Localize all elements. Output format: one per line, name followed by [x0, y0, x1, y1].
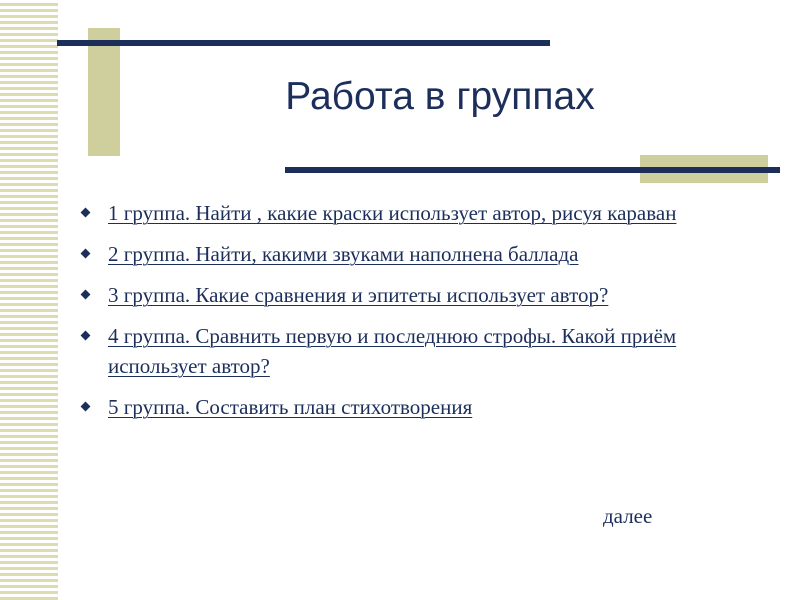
slide-title: Работа в группах — [285, 75, 595, 118]
next-slide-link[interactable]: далее — [603, 504, 653, 528]
diamond-bullet-icon — [81, 402, 91, 412]
group-task-link[interactable]: 5 группа. Составить план стихотворения — [108, 395, 473, 419]
diamond-bullet-icon — [81, 208, 91, 218]
decorative-stripe-band — [0, 0, 58, 600]
list-item — [78, 198, 768, 228]
list-item — [78, 239, 768, 269]
diamond-bullet-icon — [81, 249, 91, 259]
list-item — [78, 280, 768, 310]
group-task-link[interactable]: 1 группа. Найти , какие краски использует автор, рисуя караван — [108, 201, 677, 225]
list-item — [78, 321, 768, 381]
group-task-link[interactable]: 2 группа. Найти, какими звуками наполнена баллада — [108, 242, 579, 266]
group-task-link[interactable]: 4 группа. Сравнить первую и последнюю строфы. Какой приём использует автор? — [108, 324, 677, 378]
diamond-bullet-icon — [81, 290, 91, 300]
group-task-link[interactable]: 3 группа. Какие сравнения и эпитеты использует автор? — [108, 283, 609, 307]
group-task-list — [78, 198, 768, 433]
decorative-accent-block-top — [88, 28, 120, 156]
list-item — [78, 392, 768, 422]
decorative-rule-top — [57, 40, 550, 46]
decorative-rule-bottom — [285, 167, 780, 173]
diamond-bullet-icon — [81, 331, 91, 341]
